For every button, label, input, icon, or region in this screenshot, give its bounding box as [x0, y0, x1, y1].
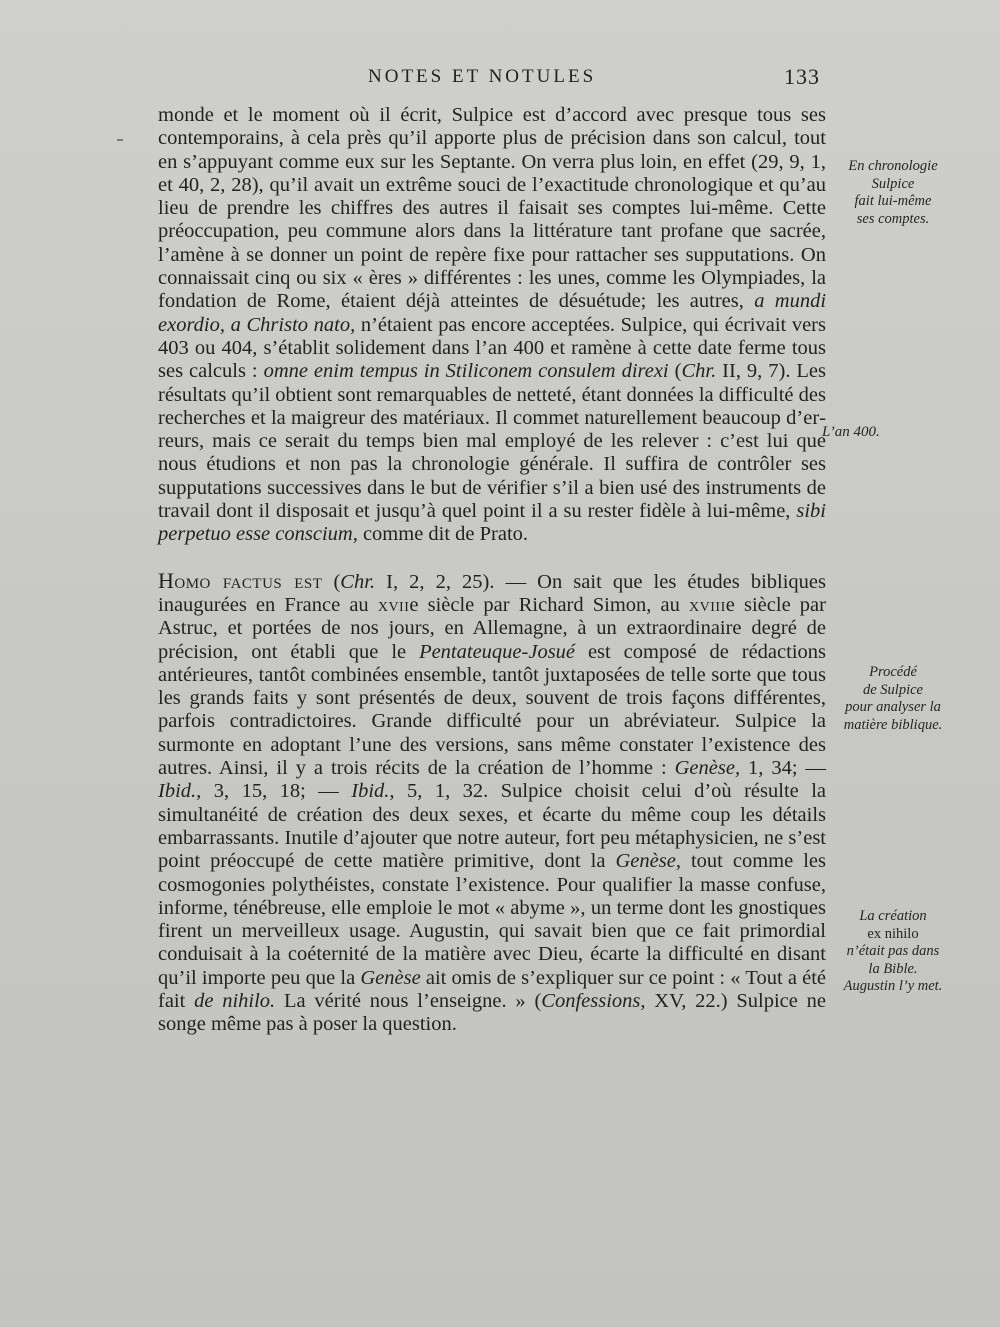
italic-run: a mundi exordio, a Christo nato,: [158, 290, 827, 336]
margin-note-creation: [826, 908, 960, 996]
margin-note-line: matière biblique.: [843, 716, 943, 733]
text-run: tout comme les cosmogonies polythéistes, constate l’existence. Pour qualifier la masse confuse, informe, ténébreuse, elle emploie le mot « abyme », un terme dont les gnostiques firent un merveilleux usage. Augustin, qui savait bien que ce fait primordial conduisait à la coéternité de la matière avec Dieu, écarte la difficulté en disant qu’il importe peu que la: [158, 850, 826, 989]
century-numeral: xviii: [689, 593, 726, 616]
text-run: comme dit de Prato.: [357, 523, 529, 546]
margin-note-line: ex nihilo: [867, 925, 919, 942]
italic-run: Pentateuque-Josué: [419, 640, 576, 663]
margin-note-line: ses comptes.: [856, 210, 930, 227]
century-numeral: xvii: [377, 593, 410, 616]
text-run: est composé de rédactions antérieures, tantôt combinées ensemble, tantôt juxtaposées de telle sorte que tous les grands faits y sont présentés de deux, souvent de trois façons différentes, parfois contradictoires. Grande difficulté pour un abréviateur. Sulpice la surmonte en adoptant l’une des versions, sans même constater l’existence des autres. Ainsi, il y a trois récits de la création de l’homme :: [158, 640, 826, 780]
text-run: e siècle par Astruc, et portées de nos jours, en Allemagne, à un extraordinaire degré de précision, ont établi que le: [158, 593, 826, 663]
margin-note-line: la Bible.: [868, 960, 918, 977]
margin-note-chronology: [826, 158, 960, 228]
italic-run: Chr.: [340, 570, 376, 593]
text-run: (: [668, 360, 682, 383]
margin-note-line: Sulpice: [871, 175, 915, 192]
margin-note-line: fait lui-même: [854, 193, 932, 209]
margin-note-line: L’an 400.: [822, 424, 880, 440]
margin-note-year-400: [822, 424, 912, 442]
body-text: [158, 104, 826, 1037]
margin-note-line: En chronologie: [848, 158, 938, 174]
margin-note-line: La création: [859, 908, 927, 924]
text-run: 3, 15, 18; —: [201, 780, 352, 803]
running-title: NOTES ET NOTULES: [368, 66, 597, 87]
text-run: e siècle par Richard Simon, au: [409, 593, 690, 616]
margin-note-line: Procédé: [869, 664, 917, 680]
italic-run: Genèse,: [674, 757, 741, 780]
text-run: 1, 34; —: [740, 757, 826, 780]
text-run: XV, 22.) Sulpice ne songe même pas à poser la question.: [158, 989, 826, 1036]
italic-run: Genèse: [360, 966, 421, 989]
text-run: ait omis de s’expliquer sur ce point : « Tout a été fait: [158, 966, 826, 1012]
section-heading: Homo factus est: [158, 567, 323, 593]
text-run: monde et le moment où il écrit, Sulpice est d’accord avec presque tous ses contemporains, à cela près qu’il apporte plus de précision dans son calcul, tout en s’appuyant comme eux sur les Septante. On verra plus loin, en effet (29, 9, 1, et 40, 2, 28), qu’il avait un extrême souci de l’exactitude chronologique et qu’au lieu de prendre les chiffres des autres il faisait ses comptes lui-même. Cette préoccupation, peu commune alors dans la littérature tant profane que sacrée, l’amène à se donner un point de repère fixe pour rattacher ses supputations. On connaissait cinq ou six « ères » différentes : les unes, comme les Olympiades, la fondation de Rome, étaient déjà atteintes de désuétude; les autres,: [158, 104, 826, 313]
margin-note-line: n’était pas dans: [846, 943, 940, 959]
italic-run: omne enim tempus in Stiliconem consulem direxi: [263, 360, 669, 383]
text-run: 5, 1, 32. Sulpice choisit celui d’où résulte la simultanéité de création des deux sexes, et écarte du même coup les détails embarrassants. Inutile d’ajouter que notre auteur, fort peu métaphysicien, ne s’est point préoccupé de cette matière primitive, dont la: [158, 780, 826, 873]
text-run: I, 2, 2, 25). — On sait que les études bibliques inaugurées en France au: [158, 570, 826, 616]
italic-run: sibi perpetuo esse conscium,: [158, 500, 826, 546]
margin-note-line: de Sulpice: [863, 681, 923, 698]
italic-run: Ibid.,: [351, 780, 395, 803]
margin-mark: [117, 139, 123, 141]
italic-run: de nihilo.: [194, 989, 276, 1012]
margin-note-procedure: [826, 664, 960, 734]
italic-run: Confessions,: [541, 989, 646, 1012]
margin-note-line: Augustin l’y met.: [843, 978, 943, 994]
paragraph-chronology: [158, 104, 826, 547]
page-number: 133: [784, 64, 820, 89]
text-run: La vérité nous l’enseigne. » (: [275, 989, 542, 1012]
text-run: n’étaient pas encore acceptées. Sulpice, qui écrivait vers 403 ou 404, s’établit solidement dans l’an 400 et ramène à cette date ferme tous ses calculs :: [158, 313, 826, 383]
paragraph-homo-factus-est: [158, 569, 826, 1037]
italic-run: Ibid.,: [158, 780, 202, 803]
italic-run: Chr.: [681, 360, 717, 383]
text-run: (: [322, 570, 341, 593]
margin-note-line: pour analyser la: [845, 699, 941, 715]
text-run: II, 9, 7). Les résultats qu’il obtient sont remarquables de netteté, étant données la difficulté des recherches et la maigreur des matériaux. Il commet naturellement beaucoup d’erreurs, mais ce serait du temps bien mal employé de les relever : c’est lui que nous étudions et non pas la chronologie générale. Il suffira de contrôler ses supputations successives dans le but de vérifier s’il a bien usé des instruments de travail dont il disposait et jusqu’à quel point il a su rester fidèle à lui-même,: [158, 360, 827, 523]
running-head: [160, 66, 820, 96]
italic-run: Genèse,: [615, 850, 681, 873]
